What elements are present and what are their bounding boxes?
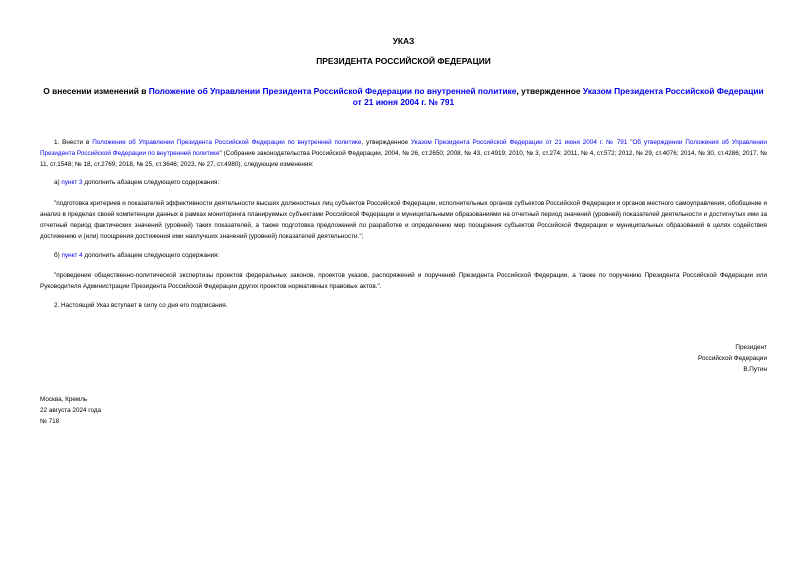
- item-a: [40, 177, 767, 188]
- footer-date: 22 августа 2024 года: [40, 407, 102, 414]
- para1-suffix: " (Собрание законодательства Российской Федерации, 2004, № 26, ст.2650; 2008, № 43, ст.4919; 2010, № 3, ст.274; 2011, № 4, ст.572; 2012, № 29, ст.4076; 2014, № 30, ст.4286; 2017, № 11, ст.1548; № 18, ст.2769; 2018, № 25, ст.3646; 2023, № 27, ст.4980), следующие изменения:: [40, 150, 768, 169]
- para1-middle2: ": [627, 139, 633, 146]
- paragraph-1: [40, 137, 767, 170]
- decree-issuer: ПРЕЗИДЕНТА РОССИЙСКОЙ ФЕДЕРАЦИИ: [316, 56, 491, 66]
- item-b: [40, 250, 767, 261]
- item-b-suffix: дополнить абзацем следующего содержания:: [82, 252, 220, 259]
- title-link-decree[interactable]: Указом Президента Российской Федерации от 21 июня 2004 г. № 791: [352, 86, 764, 107]
- footer-place: Москва, Кремль: [40, 396, 88, 403]
- item-a-suffix: дополнить абзацем следующего содержания:: [82, 179, 220, 186]
- title-link-regulation[interactable]: Положение об Управлении Президента Российской Федерации по внутренней политике: [148, 86, 517, 96]
- para1-link-decree[interactable]: Указом Президента Российской Федерации от 21 июня 2004 г. № 791: [410, 139, 628, 146]
- para1-link-approval[interactable]: Об утверждении Положения об Управлении Президента Российской Федерации по внутренней политике: [40, 139, 767, 158]
- signature-title: Президент: [735, 344, 767, 351]
- para1-middle1: , утвержденное: [361, 139, 411, 146]
- title-middle: , утвержденное: [516, 86, 583, 96]
- footer-number: № 718: [40, 418, 60, 425]
- title-prefix: О внесении изменений в: [43, 86, 149, 96]
- paragraph-2: 2. Настоящий Указ вступает в силу со дня его подписания.: [54, 302, 228, 309]
- document-title: [40, 86, 767, 108]
- quote-b: "проведение общественно-политической экспертизы проектов федеральных законов, проектов указов, распоряжений и поручений Президента Российской Федерации, а также по поручению Президента Российской Федерации или Руководителя Администрации Президента Российской Федерации других проектов нормативных правовых актов.".: [40, 272, 767, 291]
- para1-link-regulation[interactable]: Положение об Управлении Президента Российской Федерации по внутренней политике: [92, 139, 362, 146]
- para1-prefix: 1. Внести в: [54, 139, 93, 146]
- item-a-link-point-3[interactable]: пункт 3: [61, 179, 83, 186]
- item-a-prefix: а): [54, 179, 62, 186]
- item-b-prefix: б): [54, 252, 62, 259]
- signature-country: Российской Федерации: [698, 355, 767, 362]
- quote-a: "подготовка критериев и показателей эффективности деятельности высших должностных лиц субъектов Российской Федерации, исполнительных органов субъектов Российской Федерации и органов местного самоуправления, обобщение и анализ в пределах своей компетенции данных в рамках мониторинга планируемых субъектами Российской Федерации и муниципальными образованиями на отчетный период значений (уровней) показателей деятельности и достигнутых ими за отчетный период фактических значений (уровней) таких показателей, а также подготовка предложений по разработке и определению мер поощрения субъектов Российской Федерации и муниципальных образований в целях содействия достижению и (или) поощрения достижения ими наилучших значений (уровней) показателей деятельности.";: [40, 200, 767, 241]
- decree-type: УКАЗ: [392, 36, 415, 46]
- item-b-link-point-4[interactable]: пункт 4: [61, 252, 83, 259]
- signature-name: В.Путин: [743, 366, 767, 373]
